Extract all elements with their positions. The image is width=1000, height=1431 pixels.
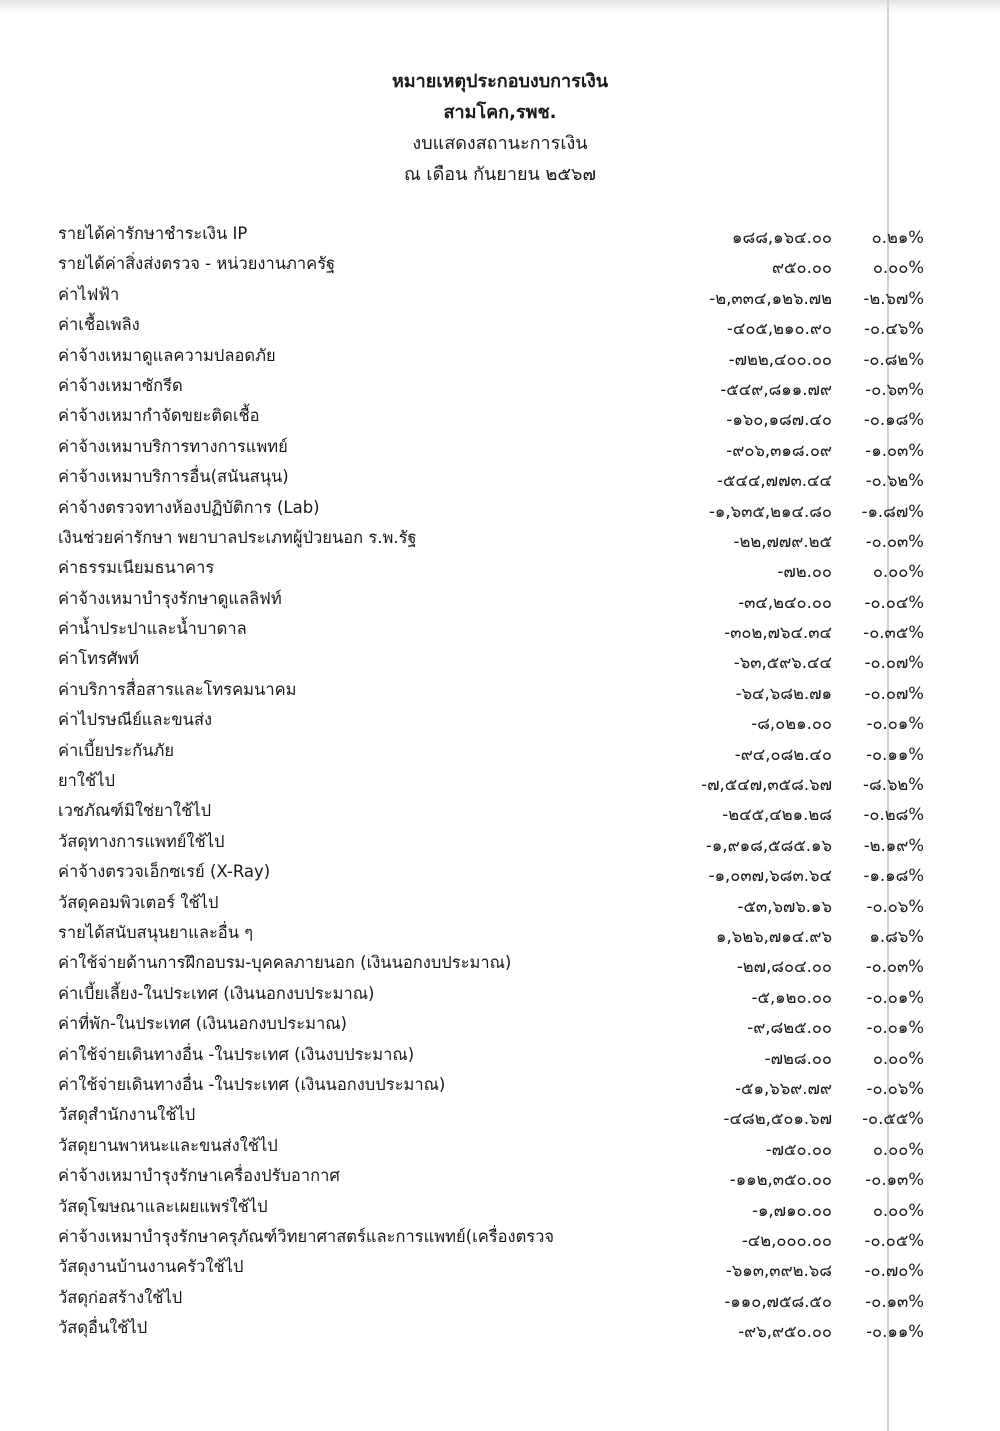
row-percent: -๐.๐๑%	[866, 1018, 924, 1038]
row-amount: -๓๔,๒๔๐.๐๐	[738, 592, 832, 612]
row-percent: -๒.๖๗%	[863, 288, 924, 308]
statement-period: ณ เดือน กันยายน ๒๕๖๗	[404, 164, 596, 185]
row-label: ค่าจ้างเหมาบำรุงรักษาเครื่องปรับอากาศ	[58, 1166, 340, 1186]
table-row	[0, 644, 1000, 674]
row-amount: -๒,๓๓๔,๑๒๖.๗๒	[709, 288, 832, 308]
row-percent: ๑.๘๖%	[869, 926, 924, 946]
table-row	[0, 523, 1000, 553]
table-row	[0, 371, 1000, 401]
row-percent: -๐.๐๗%	[864, 683, 924, 703]
table-row	[0, 1040, 1000, 1070]
row-label: วัสดุงานบ้านงานครัวใช้ไป	[58, 1257, 244, 1277]
row-label: ค่าไปรษณีย์และขนส่ง	[58, 710, 213, 730]
row-label: ค่าที่พัก-ในประเทศ (เงินนอกงบประมาณ)	[58, 1014, 347, 1034]
row-percent: -๐.๐๖%	[866, 1078, 924, 1098]
row-label: วัสดุก่อสร้างใช้ไป	[58, 1287, 183, 1307]
row-label: ค่าจ้างเหมาซักรีด	[58, 375, 183, 395]
row-amount: -๒๒,๗๗๙.๒๕	[733, 531, 832, 551]
table-row	[0, 280, 1000, 310]
table-row	[0, 705, 1000, 735]
row-label: รายได้สนับสนุนยาและอื่น ๆ	[58, 922, 254, 942]
row-amount: -๕๔๙,๘๑๑.๗๙	[720, 379, 832, 399]
row-label: วัสดุสำนักงานใช้ไป	[58, 1105, 196, 1125]
row-percent: -๐.๐๖%	[866, 896, 924, 916]
row-label: วัสดุคอมพิวเตอร์ ใช้ไป	[58, 892, 219, 912]
row-percent: -๑.๑๘%	[863, 866, 924, 886]
row-amount: -๑๑๒,๓๕๐.๐๐	[729, 1170, 832, 1190]
table-row	[0, 888, 1000, 918]
table-row	[0, 1283, 1000, 1313]
row-amount: -๔๘๒,๕๐๑.๖๗	[723, 1109, 832, 1129]
row-percent: -๐.๗๐%	[864, 1261, 924, 1281]
row-percent: ๐.๐๐%	[872, 1200, 924, 1220]
row-percent: -๐.๐๑%	[866, 987, 924, 1007]
row-percent: -๐.๘๒%	[863, 349, 924, 369]
row-label: วัสดุโฆษณาและเผยแพร่ใช้ไป	[58, 1196, 268, 1216]
ledger-table	[0, 219, 1000, 1343]
table-row	[0, 1100, 1000, 1130]
row-label: ค่าบริการสื่อสารและโทรคมนาคม	[58, 679, 297, 699]
row-percent: -๐.๓๕%	[863, 623, 924, 643]
row-amount: -๔๐๕,๒๑๐.๙๐	[726, 319, 832, 339]
document-title: หมายเหตุประกอบงบการเงิน	[391, 71, 609, 92]
row-amount: -๕๔๔,๗๗๓.๔๔	[717, 471, 832, 491]
row-label: วัสดุอื่นใช้ไป	[58, 1318, 148, 1338]
row-amount: -๑,๖๓๕,๒๑๔.๘๐	[708, 501, 832, 521]
row-label: ค่าจ้างเหมาบำรุงรักษาดูแลลิฟท์	[58, 588, 282, 608]
row-percent: -๐.๖๒%	[865, 471, 924, 491]
organization-name: สามโคก,รพช.	[443, 102, 557, 123]
row-label: ค่าเบี้ยประกันภัย	[58, 740, 175, 760]
row-amount: -๑๑๐,๗๕๘.๕๐	[724, 1291, 832, 1311]
row-amount: -๘,๐๒๑.๐๐	[751, 714, 832, 734]
row-amount: -๗๒๘.๐๐	[764, 1048, 832, 1068]
table-row	[0, 675, 1000, 705]
row-percent: ๐.๐๐%	[872, 1048, 924, 1068]
table-row	[0, 1252, 1000, 1282]
row-amount: -๓๐๒,๗๖๔.๓๔	[724, 623, 832, 643]
table-row	[0, 553, 1000, 583]
table-row	[0, 1222, 1000, 1252]
row-amount: -๖๓,๕๙๖.๔๔	[733, 653, 832, 673]
table-row	[0, 766, 1000, 796]
row-amount: -๒๗,๘๐๔.๐๐	[736, 957, 832, 977]
row-label: เวชภัณฑ์มิใช่ยาใช้ไป	[58, 801, 212, 821]
table-row	[0, 796, 1000, 826]
row-percent: -๐.๑๘%	[863, 410, 924, 430]
table-row	[0, 1313, 1000, 1343]
row-label: รายได้ค่ารักษาชำระเงิน IP	[58, 224, 248, 243]
row-percent: -๐.๐๑%	[866, 714, 924, 734]
table-row	[0, 614, 1000, 644]
row-label: วัสดุทางการแพทย์ใช้ไป	[58, 831, 225, 851]
table-row	[0, 341, 1000, 371]
row-percent: -๐.๐๗%	[864, 653, 924, 673]
row-amount: -๙,๘๒๕.๐๐	[747, 1018, 832, 1038]
table-row	[0, 979, 1000, 1009]
row-label: ค่าจ้างเหมาบริการทางการแพทย์	[58, 436, 288, 456]
row-percent: -๐.๑๓%	[865, 1170, 924, 1190]
row-percent: -๑.๘๗%	[861, 501, 924, 521]
document-header	[0, 66, 1000, 190]
row-label: เงินช่วยค่ารักษา พยาบาลประเภทผู้ป่วยนอก ร.พ.รัฐ	[58, 527, 417, 547]
row-percent: ๐.๐๐%	[872, 562, 924, 582]
row-amount: -๑๖๐,๑๘๗.๔๐	[726, 410, 832, 430]
row-percent: ๐.๐๐%	[872, 258, 924, 278]
row-label: ยาใช้ไป	[58, 771, 115, 791]
table-row	[0, 493, 1000, 523]
row-percent: -๐.๐๓%	[865, 957, 924, 977]
row-amount: -๕๓,๖๗๖.๑๖	[737, 896, 832, 916]
row-amount: -๖๔,๖๘๒.๗๑	[735, 683, 832, 703]
row-amount: -๔๒,๐๐๐.๐๐	[741, 1230, 832, 1250]
table-row	[0, 1009, 1000, 1039]
row-percent: -๐.๑๑%	[866, 1322, 924, 1342]
row-label: ค่าจ้างเหมาบำรุงรักษาครุภัณฑ์วิทยาศาสตร์และการแพทย์(เครื่องตรวจ	[58, 1226, 555, 1246]
table-row	[0, 857, 1000, 887]
row-amount: -๙๖,๙๕๐.๐๐	[738, 1322, 832, 1342]
row-label: ค่าจ้างตรวจเอ็กซเรย์ (X-Ray)	[58, 862, 271, 882]
row-percent: -๐.๒๘%	[863, 805, 924, 825]
row-percent: -๐.๕๕%	[862, 1109, 924, 1129]
table-row	[0, 827, 1000, 857]
row-amount: -๗๒.๐๐	[777, 562, 832, 582]
table-row	[0, 948, 1000, 978]
row-percent: -๐.๐๕%	[864, 1230, 924, 1250]
row-amount: -๗๕๐.๐๐	[765, 1139, 832, 1159]
statement-subtitle: งบแสดงสถานะการเงิน	[412, 133, 588, 154]
table-row	[0, 1131, 1000, 1161]
row-amount: -๖๑๓,๓๙๒.๖๘	[725, 1261, 832, 1281]
row-amount: -๑,๙๑๘,๕๘๕.๑๖	[705, 835, 832, 855]
table-row	[0, 401, 1000, 431]
row-label: ค่าจ้างเหมาดูแลความปลอดภัย	[58, 345, 276, 365]
row-amount: -๗,๕๔๗,๓๕๘.๖๗	[701, 775, 832, 795]
row-label: ค่าจ้างตรวจทางห้องปฏิบัติการ (Lab)	[58, 497, 320, 517]
row-label: ค่าใช้จ่ายเดินทางอื่น -ในประเทศ (เงินนอกงบประมาณ)	[58, 1074, 446, 1094]
row-percent: ๐.๒๑%	[871, 228, 924, 247]
table-row	[0, 1192, 1000, 1222]
row-amount: -๗๒๒,๔๐๐.๐๐	[728, 349, 832, 369]
row-label: รายได้ค่าสิ่งส่งตรวจ - หน่วยงานภาครัฐ	[58, 254, 336, 274]
row-amount: -๑,๗๑๐.๐๐	[751, 1200, 832, 1220]
row-percent: -๐.๑๓%	[865, 1291, 924, 1311]
row-amount: ๑๘๘,๑๖๔.๐๐	[732, 228, 832, 247]
table-row	[0, 584, 1000, 614]
row-percent: -๒.๑๙%	[863, 835, 924, 855]
row-label: ค่าเบี้ยเลี้ยง-ในประเทศ (เงินนอกงบประมาณ)	[58, 983, 375, 1003]
row-percent: -๘.๖๒%	[863, 775, 924, 795]
table-row	[0, 1070, 1000, 1100]
row-label: ค่าใช้จ่ายเดินทางอื่น -ในประเทศ (เงินงบประมาณ)	[58, 1044, 415, 1064]
table-row	[0, 1161, 1000, 1191]
row-amount: ๙๕๐.๐๐	[771, 258, 832, 278]
table-row	[0, 736, 1000, 766]
scan-edge-shadow	[0, 0, 1000, 14]
table-row	[0, 219, 1000, 249]
row-percent: -๐.๖๓%	[865, 379, 924, 399]
table-row	[0, 432, 1000, 462]
table-row	[0, 462, 1000, 492]
row-label: ค่าน้ำประปาและน้ำบาดาล	[58, 619, 247, 639]
row-amount: -๙๔,๐๘๒.๔๐	[734, 744, 832, 764]
row-percent: -๐.๐๓%	[865, 531, 924, 551]
row-label: ค่าจ้างเหมาบริการอื่น(สนันสนุน)	[58, 467, 289, 487]
row-label: ค่าธรรมเนียมธนาคาร	[58, 558, 215, 578]
row-amount: ๑,๖๒๖,๗๑๔.๙๖	[716, 926, 832, 946]
row-label: ค่าใช้จ่ายด้านการฝึกอบรม-บุคคลภายนอก (เงินนอกงบประมาณ)	[58, 953, 512, 973]
row-percent: -๐.๔๖%	[864, 319, 924, 339]
table-row	[0, 310, 1000, 340]
table-row	[0, 249, 1000, 279]
row-amount: -๕๑,๖๖๙.๗๙	[735, 1078, 832, 1098]
row-percent: ๐.๐๐%	[872, 1139, 924, 1159]
row-label: ค่าไฟฟ้า	[58, 284, 120, 304]
row-amount: -๑,๐๓๗,๖๘๓.๖๔	[708, 866, 832, 886]
row-amount: -๕,๑๒๐.๐๐	[751, 987, 832, 1007]
row-percent: -๐.๐๔%	[864, 592, 924, 612]
row-label: วัสดุยานพาหนะและขนส่งใช้ไป	[58, 1135, 278, 1155]
row-label: ค่าเชื้อเพลิง	[58, 315, 140, 335]
row-amount: -๒๔๕,๔๒๑.๒๘	[722, 805, 832, 825]
row-amount: -๙๐๖,๓๑๘.๐๙	[726, 440, 832, 460]
row-label: ค่าจ้างเหมากำจัดขยะติดเชื้อ	[58, 406, 260, 426]
row-percent: -๐.๑๑%	[866, 744, 924, 764]
row-percent: -๑.๐๓%	[865, 440, 924, 460]
table-row	[0, 918, 1000, 948]
row-label: ค่าโทรศัพท์	[58, 649, 140, 669]
